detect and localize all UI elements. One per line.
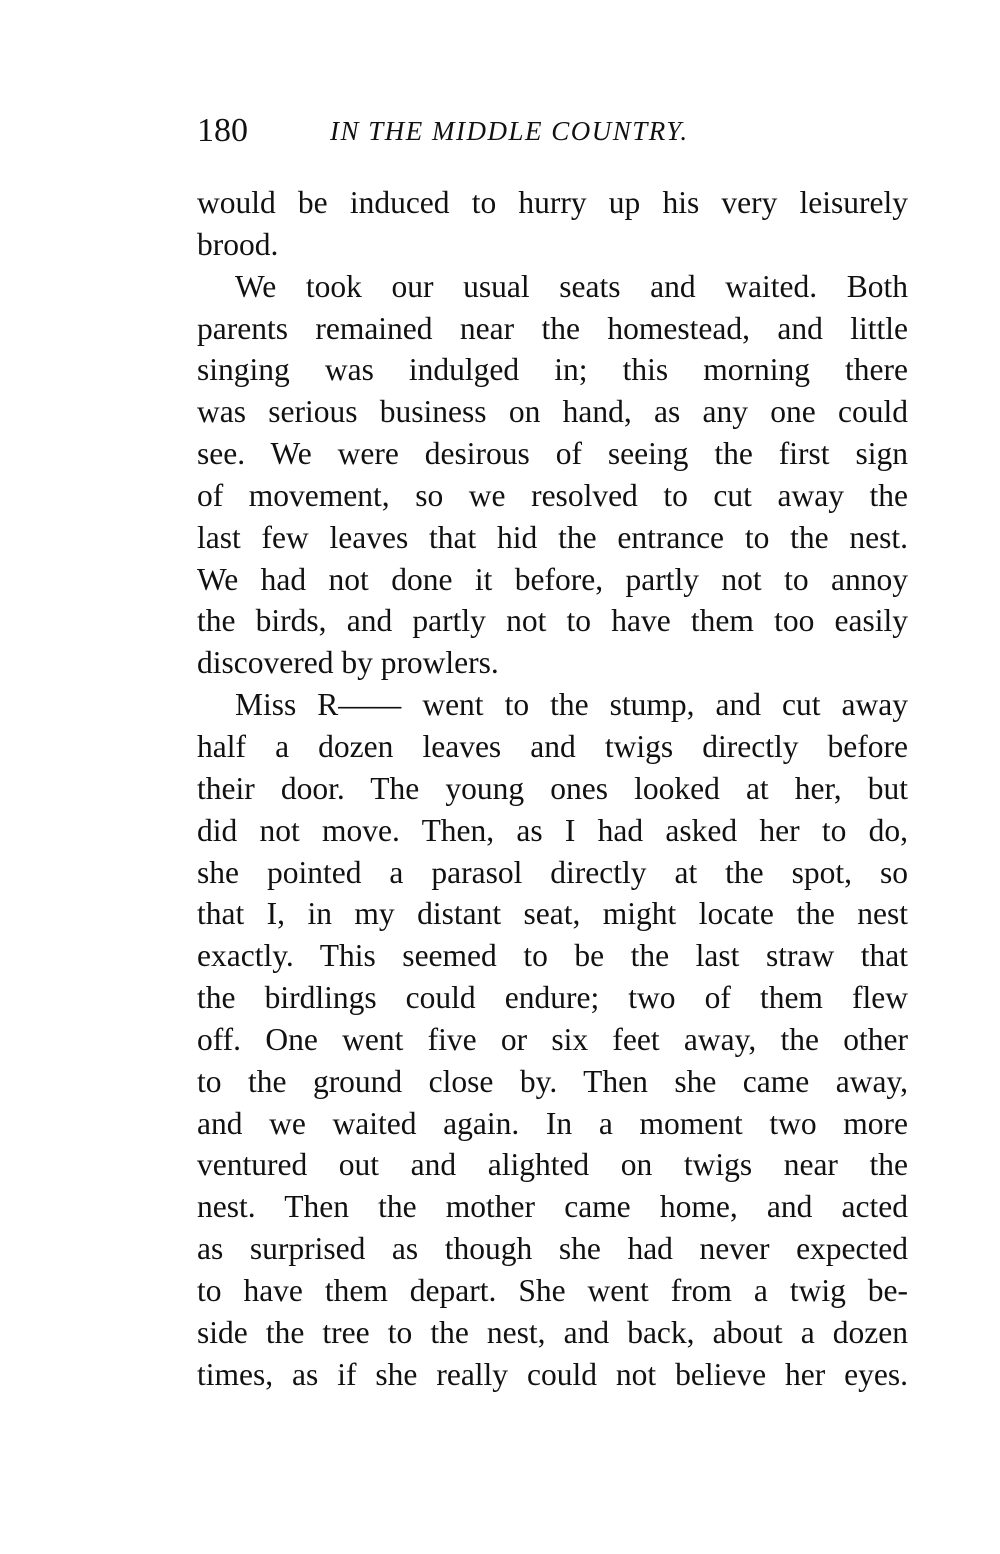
text-line: ventured out and alighted on twigs near the (197, 1147, 908, 1183)
text-line: the birds, and partly not to have them too easily (197, 603, 908, 639)
running-header (197, 112, 908, 152)
text-line: she pointed a parasol directly at the spot, so (197, 854, 908, 890)
page-number: 180 (197, 112, 248, 149)
text-line: brood. (197, 226, 279, 262)
text-line: singing was indulged in; this morning there (197, 352, 908, 388)
text-line: the birdlings could endure; two of them flew (197, 980, 908, 1016)
text-line: times, as if she really could not believe her eyes. (197, 1356, 908, 1392)
text-line: We took our usual seats and waited. Both (235, 268, 908, 304)
text-line: to the ground close by. Then she came away, (197, 1063, 908, 1099)
text-line: We had not done it before, partly not to annoy (197, 561, 908, 597)
text-line: last few leaves that hid the entrance to the nest. (197, 519, 908, 555)
text-line: off. One went five or six feet away, the other (197, 1021, 908, 1057)
text-line: was serious business on hand, as any one could (197, 394, 908, 430)
text-line: exactly. This seemed to be the last straw that (197, 938, 908, 974)
text-line: side the tree to the nest, and back, about a dozen (197, 1314, 908, 1350)
text-line: as surprised as though she had never expected (197, 1231, 908, 1267)
text-line: their door. The young ones looked at her, but (197, 770, 908, 806)
text-line: of movement, so we resolved to cut away the (197, 477, 908, 513)
text-line: parents remained near the homestead, and little (197, 310, 908, 346)
text-line: that I, in my distant seat, might locate the nest (197, 896, 908, 932)
running-title: IN THE MIDDLE COUNTRY. (330, 116, 689, 146)
text-line: would be induced to hurry up his very leisurely (197, 185, 908, 220)
text-line: to have them depart. She went from a twig be- (197, 1272, 908, 1308)
text-line: discovered by prowlers. (197, 645, 499, 681)
text-line: see. We were desirous of seeing the first sign (197, 436, 908, 472)
text-line: half a dozen leaves and twigs directly before (197, 728, 908, 764)
text-line: and we waited again. In a moment two more (197, 1105, 908, 1141)
text-line: Miss R—— went to the stump, and cut away (235, 687, 908, 723)
text-line: did not move. Then, as I had asked her to do, (197, 812, 908, 848)
text-line: nest. Then the mother came home, and acted (197, 1189, 908, 1225)
page-body-text (197, 182, 908, 1395)
